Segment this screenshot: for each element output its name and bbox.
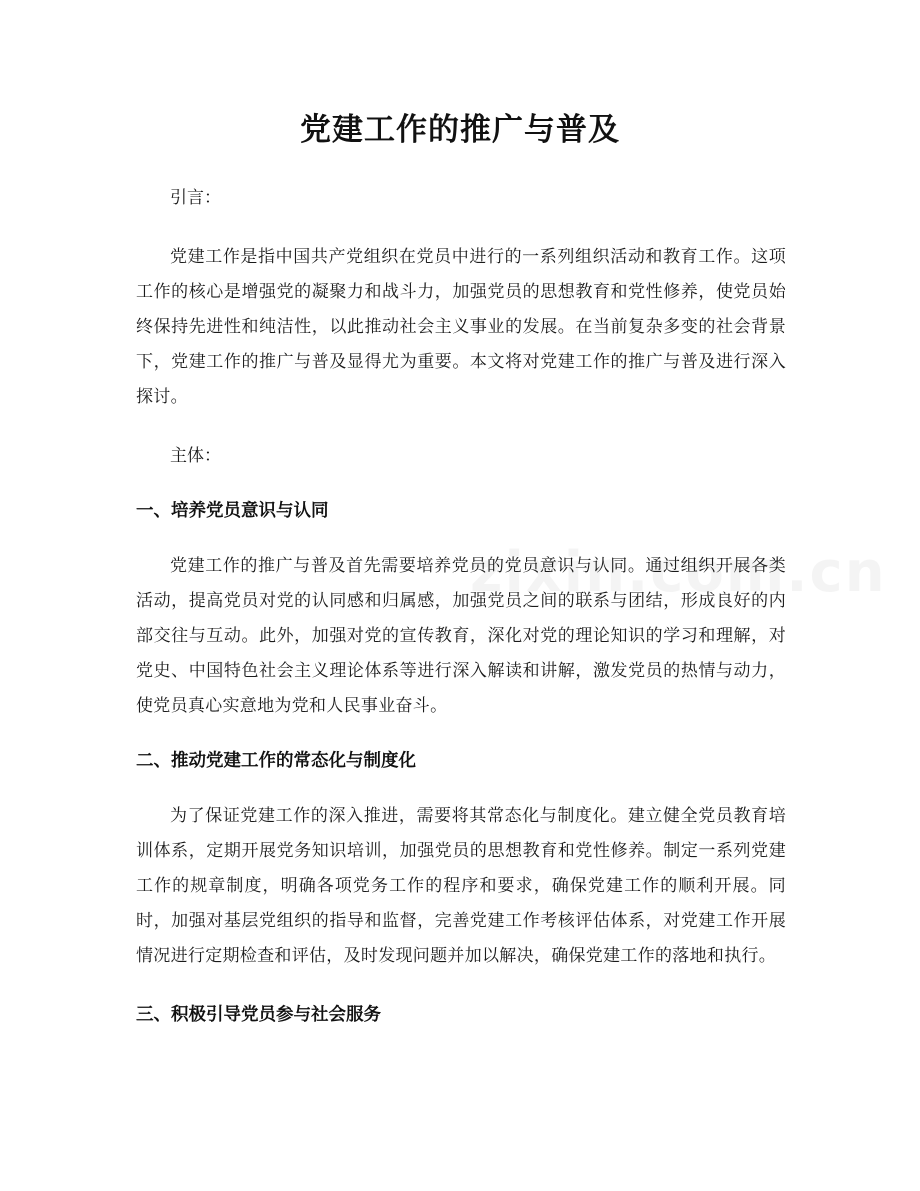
section-heading-1: 一、培养党员意识与认同 (136, 501, 329, 521)
section-heading-3: 三、积极引导党员参与社会服务 (136, 1005, 381, 1025)
section-paragraph-2: 为了保证党建工作的深入推进，需要将其常态化与制度化。建立健全党员教育培训体系，定期开展党务知识培训，加强党员的思想教育和党性修养。制定一系列党建工作的规章制度，明确各项党务工作的程序和要求，确保党建工作的顺利开展。同时，加强对基层党组织的指导和监督，完善党建工作考核评估体系，对党建工作开展情况进行定期检查和评估，及时发现问题并加以解决，确保党建工作的落地和执行。 (136, 806, 786, 966)
document-body (136, 181, 786, 1033)
body-label: 主体： (170, 446, 221, 466)
section-heading-2: 二、推动党建工作的常态化与制度化 (136, 751, 416, 771)
intro-paragraph: 党建工作是指中国共产党组织在党员中进行的一系列组织活动和教育工作。这项工作的核心是增强党的凝聚力和战斗力，加强党员的思想教育和党性修养，使党员始终保持先进性和纯洁性，以此推动社会主义事业的发展。在当前复杂多变的社会背景下，党建工作的推广与普及显得尤为重要。本文将对党建工作的推广与普及进行深入探讨。 (136, 247, 786, 407)
section-paragraph-1: 党建工作的推广与普及首先需要培养党员的党员意识与认同。通过组织开展各类活动，提高党员对党的认同感和归属感，加强党员之间的联系与团结，形成良好的内部交往与互动。此外，加强对党的宣传教育，深化对党的理论知识的学习和理解，对党史、中国特色社会主义理论体系等进行深入解读和讲解，激发党员的热情与动力，使党员真心实意地为党和人民事业奋斗。 (136, 556, 786, 716)
intro-label: 引言： (170, 188, 221, 208)
document-title: 党建工作的推广与普及 (300, 112, 620, 148)
